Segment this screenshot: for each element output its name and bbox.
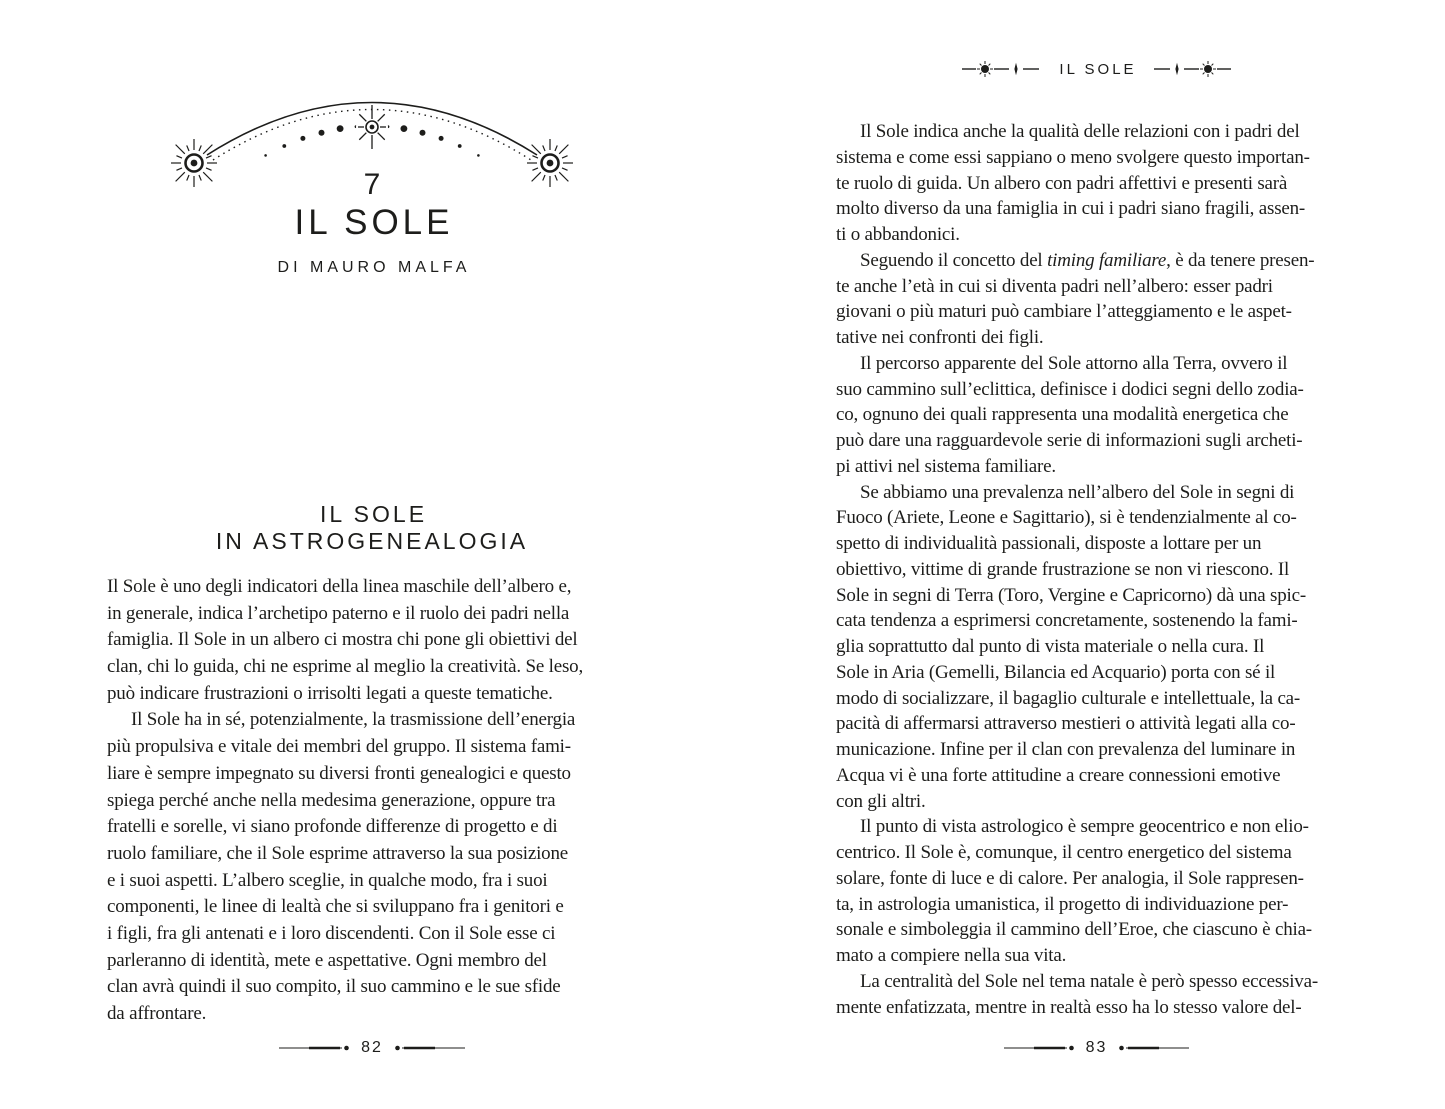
- text-line: Il punto di vista astrologico è sempre geocentrico e non elio-: [860, 816, 1309, 838]
- text-line: te ruolo di guida. Un albero con padri affettivi e presenti sarà: [836, 172, 1288, 194]
- text-line: spiega perché anche nella medesima generazione, oppure tra: [107, 789, 556, 811]
- text-line: pacità di affermarsi attraverso mestieri o attività legati alla co-: [836, 713, 1296, 735]
- text-line: tative nei confronti dei figli.: [836, 327, 1044, 348]
- text-line: suo cammino sull’eclittica, definisce i dodici segni dello zodia-: [836, 378, 1304, 400]
- text-line: fratelli e sorelle, vi siano profonde differenze di progetto e di: [107, 816, 558, 838]
- rule-dot-ornament-icon: [394, 1042, 466, 1054]
- text-line: Fuoco (Ariete, Leone e Sagittario), si è tendenzialmente al co-: [836, 507, 1297, 529]
- rule-dot-ornament-icon: [278, 1042, 350, 1054]
- text-line: glia soprattutto dal punto di vista materiale o nella cura. Il: [836, 636, 1265, 657]
- paragraph: [836, 814, 1357, 969]
- text-line: municazione. Infine per il clan con prevalenza del luminare in: [836, 739, 1296, 760]
- page-83: [836, 0, 1357, 1109]
- rule-dot-ornament-icon: [1003, 1042, 1075, 1054]
- paragraph: [107, 574, 637, 707]
- text-line: componenti, le linee di lealtà che si sviluppano fra i genitori e: [107, 896, 564, 918]
- text-line: solare, fonte di luce e di calore. Per analogia, il Sole rappresen-: [836, 867, 1304, 889]
- text-line: ta, in astrologia umanistica, il progetto di individuazione per-: [836, 893, 1289, 915]
- running-head-title: IL SOLE: [1059, 60, 1137, 78]
- text-line: liare è sempre impegnato su diversi fronti genealogici e questo: [107, 762, 571, 784]
- text-line: Il percorso apparente del Sole attorno alla Terra, ovvero il: [860, 352, 1288, 374]
- text-line: da affrontare.: [107, 1003, 207, 1024]
- chapter-author: DI MAURO MALFA: [277, 259, 471, 276]
- text-line: in generale, indica l’archetipo paterno e il ruolo dei padri nella: [107, 602, 570, 624]
- text-line: può dare una ragguardevole serie di informazioni sugli archeti-: [836, 430, 1303, 451]
- text-line: con gli altri.: [836, 790, 926, 812]
- page-number: 82: [361, 1039, 383, 1056]
- text-line: ti o abbandonici.: [836, 224, 960, 245]
- page-number: 83: [1085, 1039, 1108, 1056]
- text-line: centrico. Il Sole è, comunque, il centro energetico del sistema: [836, 842, 1292, 863]
- text-line: e i suoi aspetti. L’albero sceglie, in qualche modo, fra i suoi: [107, 869, 548, 891]
- text-line: sonale e simboleggia il cammino dell’Eroe, che ciascuno è chia-: [836, 919, 1312, 941]
- text-line: co, ognuno dei quali rappresenta una modalità energetica che: [836, 404, 1289, 426]
- page-footer: [836, 1040, 1357, 1056]
- chapter-title: IL SOLE: [294, 203, 454, 242]
- text-line: più propulsiva e vitale dei membri del gruppo. Il sistema fami-: [107, 736, 571, 758]
- text-line: obiettivo, vittime di grande frustrazione se non vi riescono. Il: [836, 558, 1290, 580]
- section-heading-line1: IL SOLE: [319, 501, 428, 527]
- section-heading: [107, 501, 637, 555]
- rule-dot-ornament-icon: [1118, 1042, 1190, 1054]
- text-line: Se abbiamo una prevalenza nell’albero del Sole in segni di: [860, 481, 1295, 503]
- text-line: Il Sole è uno degli indicatori della linea maschile dell’albero e,: [107, 576, 572, 597]
- text-line: cata tendenza a esprimersi concretamente, sostenendo la fami-: [836, 610, 1298, 632]
- text-line: La centralità del Sole nel tema natale è però spesso eccessiva-: [860, 970, 1318, 992]
- text-line: parleranno di identità, mete e aspettative. Ogni membro del: [107, 949, 547, 971]
- chapter-number: 7: [363, 168, 381, 201]
- paragraph: [836, 119, 1357, 248]
- dash-star-sparkle-icon: [962, 60, 1040, 78]
- page-footer: [107, 1040, 637, 1056]
- sparkle-star-dash-icon: [1153, 60, 1231, 78]
- section-heading-line2: IN ASTROGENEALOGIA: [215, 528, 529, 554]
- paragraph: [836, 351, 1357, 480]
- text-line: Sole in Aria (Gemelli, Bilancia ed Acquario) porta con sé il: [836, 661, 1276, 683]
- text-line: sistema e come essi sappiano o meno svolgere questo importan-: [836, 146, 1310, 168]
- paragraph: [836, 480, 1357, 815]
- text-line: clan avrà quindi il suo compito, il suo cammino e le sue sfide: [107, 976, 561, 998]
- text-line: può indicare frustrazioni o irrisolti legati a queste tematiche.: [107, 682, 553, 704]
- body-text-page-83: [836, 119, 1357, 1020]
- text-line: molto diverso da una famiglia in cui i padri siano fragili, assen-: [836, 198, 1306, 220]
- text-line: spetto di individualità passionali, disposte a lottare per un: [836, 533, 1262, 554]
- text-line: giovani o più maturi può cambiare l’atteggiamento e le aspet-: [836, 301, 1292, 323]
- text-line: mente enfatizzata, mentre in realtà esso ha lo stesso valore del-: [836, 996, 1302, 1018]
- text-line: modo di socializzare, il bagaglio culturale e intellettuale, la ca-: [836, 687, 1301, 709]
- running-head: [836, 60, 1357, 78]
- text-line: te anche l’età in cui si diventa padri nell’albero: esser padri: [836, 275, 1273, 297]
- text-line: Seguendo il concetto del timing familiare, è da tenere presen-: [860, 249, 1315, 271]
- text-line: i figli, fra gli antenati e i loro discendenti. Con il Sole esse ci: [107, 922, 556, 944]
- paragraph: [107, 707, 637, 1027]
- text-line: mato a compiere nella sua vita.: [836, 945, 1067, 966]
- text-line: Acqua vi è una forte attitudine a creare connessioni emotive: [836, 764, 1281, 786]
- paragraph: [836, 248, 1357, 351]
- text-line: Il Sole ha in sé, potenzialmente, la trasmissione dell’energia: [131, 709, 576, 731]
- text-line: famiglia. Il Sole in un albero ci mostra chi pone gli obiettivi del: [107, 629, 578, 651]
- text-line: clan, chi lo guida, chi ne esprime al meglio la creatività. Se leso,: [107, 656, 584, 678]
- text-line: Il Sole indica anche la qualità delle relazioni con i padri del: [860, 121, 1300, 142]
- text-line: Sole in segni di Terra (Toro, Vergine e Capricorno) dà una spic-: [836, 584, 1306, 606]
- paragraph: [836, 969, 1357, 1021]
- body-text-page-82: [107, 574, 637, 1028]
- text-line: ruolo familiare, che il Sole esprime attraverso la sua posizione: [107, 842, 568, 864]
- page-82: [107, 0, 637, 1109]
- text-line: pi attivi nel sistema familiare.: [836, 455, 1056, 477]
